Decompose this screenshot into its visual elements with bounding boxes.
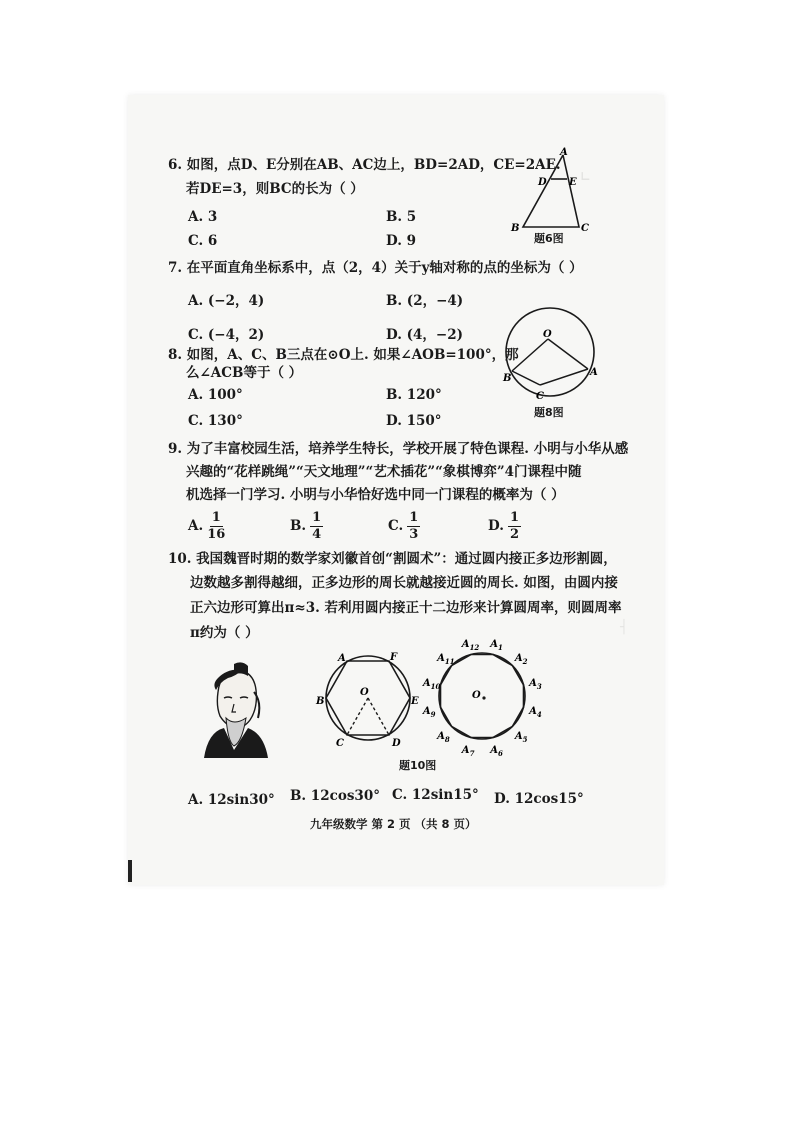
- q6-label-e: E: [569, 177, 577, 188]
- dodecagon-center-dot: [482, 696, 485, 699]
- dodecagon-vertex-label: $A_{10}$: [422, 677, 441, 691]
- q10-hex-label-o: O: [360, 687, 369, 698]
- q10-hex-label-d: D: [392, 738, 401, 749]
- q9-option-d-letter: D.: [488, 518, 504, 534]
- q9-option-c-fraction: $\frac{1}{3}$: [409, 510, 419, 542]
- page-footer: 九年级数学 第 2 页 （共 8 页）: [310, 817, 477, 831]
- q10-hex-label-a: A: [338, 653, 346, 664]
- q10-option-b[interactable]: B. 12cos30°: [290, 788, 380, 804]
- q8-label-b: B: [503, 373, 512, 384]
- q8-option-d[interactable]: D. 150°: [386, 413, 442, 429]
- q10-stem-line2: 边数越多割得越细，正多边形的周长就越接近圆的周长. 如图，由圆内接: [190, 575, 618, 591]
- q10-stem-line4: π约为（ ）: [190, 625, 259, 641]
- q6-label-b: B: [511, 223, 520, 234]
- dodecagon-vertex-label: $A_9$: [422, 706, 436, 720]
- dodecagon-vertex-label: $A_4$: [529, 706, 542, 720]
- q10-option-d[interactable]: D. 12cos15°: [494, 791, 584, 807]
- q8-label-o: O: [543, 329, 552, 340]
- q7-option-b[interactable]: B. (2，−4): [386, 293, 464, 309]
- q10-option-c[interactable]: C. 12sin15°: [392, 787, 479, 803]
- q6-stem-line1: 6. 如图，点D、E分别在AB、AC边上，BD=2AD，CE=2AE.: [168, 157, 561, 173]
- q8-figure-caption: 题8图: [534, 406, 564, 419]
- q10-dodecagon-label-o: O: [472, 690, 481, 701]
- q8-circle-figure: [496, 297, 606, 407]
- q9-option-a[interactable]: [188, 510, 225, 543]
- q9-option-b-letter: B.: [290, 518, 307, 534]
- q9-option-d[interactable]: [488, 510, 521, 543]
- q7-stem: 7. 在平面直角坐标系中，点（2，4）关于y轴对称的点的坐标为（ ）: [168, 260, 583, 276]
- dodecagon-vertex-label: $A_3$: [529, 677, 542, 691]
- q9-option-b-fraction: $\frac{1}{4}$: [312, 510, 322, 542]
- q10-dodecagon-figure: [418, 636, 552, 760]
- q8-option-a[interactable]: A. 100°: [188, 387, 243, 403]
- q9-stem-line1: 9. 为了丰富校园生活，培养学生特长，学校开展了特色课程. 小明与小华从感: [168, 441, 629, 457]
- q7-option-a[interactable]: A. (−2，4): [188, 293, 265, 309]
- q8-label-a: A: [590, 367, 598, 378]
- q10-stem-line3: 正六边形可算出π≈3. 若利用圆内接正十二边形来计算圆周率，则圆周率: [190, 600, 622, 616]
- q7-option-c[interactable]: C. (−4，2): [188, 327, 265, 343]
- q9-option-b[interactable]: [290, 510, 323, 543]
- q10-option-a[interactable]: A. 12sin30°: [188, 792, 275, 808]
- q9-stem-line2: 兴趣的“花样跳绳”“天文地理”“艺术插花”“象棋博弈”4门课程中随: [186, 464, 582, 480]
- q6-option-b[interactable]: B. 5: [386, 209, 417, 225]
- dodecagon-vertex-label: $A_2$: [514, 653, 528, 667]
- dodecagon-vertex-label: $A_7$: [461, 745, 475, 759]
- q6-label-a: A: [560, 147, 568, 158]
- q6-label-d: D: [538, 177, 547, 188]
- q10-hex-label-f: F: [390, 652, 398, 663]
- q10-hex-label-c: C: [336, 738, 344, 749]
- q9-stem-line3: 机选择一门学习. 小明与小华恰好选中同一门课程的概率为（ ）: [186, 487, 565, 503]
- q8-option-c[interactable]: C. 130°: [188, 413, 243, 429]
- q6-label-c: C: [581, 223, 589, 234]
- dodecagon-vertex-label: $A_1$: [490, 638, 503, 652]
- q9-option-a-letter: A.: [188, 518, 204, 534]
- q10-stem-line1: 10. 我国魏晋时期的数学家刘徽首创“割圆术”：通过圆内接正多边形割圆，: [168, 551, 617, 567]
- liu-hui-portrait: [198, 662, 270, 758]
- q7-option-d[interactable]: D. (4，−2): [386, 327, 463, 343]
- q9-option-c-letter: C.: [388, 518, 404, 534]
- q8-option-b[interactable]: B. 120°: [386, 387, 442, 403]
- q10-figure-caption: 题10图: [399, 759, 437, 772]
- q10-hex-label-e: E: [411, 696, 419, 707]
- q6-option-a[interactable]: A. 3: [188, 209, 218, 225]
- q6-figure-caption: 题6图: [534, 232, 564, 245]
- q6-stem-line2: 若DE=3，则BC的长为（ ）: [186, 181, 364, 197]
- q9-option-c[interactable]: [388, 510, 420, 543]
- scan-edge-mark: [128, 860, 132, 882]
- bleed-through-mark: ┤: [620, 620, 628, 635]
- dodecagon-vertex-label: $A_5$: [514, 730, 528, 744]
- dodecagon-polygon: [441, 655, 524, 738]
- q6-option-c[interactable]: C. 6: [188, 233, 218, 249]
- q10-hex-label-b: B: [316, 696, 325, 707]
- q8-stem-line1: 8. 如图，A、C、B三点在⊙O上. 如果∠AOB=100°，那: [168, 347, 519, 363]
- dodecagon-vertex-label: $A_6$: [490, 745, 503, 759]
- q8-stem-line2: 么∠ACB等于（ ）: [186, 365, 303, 381]
- q8-label-c: C: [536, 391, 544, 402]
- q10-hexagon-figure: [312, 648, 424, 752]
- dodecagon-vertex-label: $A_{12}$: [461, 638, 480, 652]
- dodecagon-vertex-label: $A_8$: [437, 730, 450, 744]
- q6-option-d[interactable]: D. 9: [386, 233, 417, 249]
- q9-option-d-fraction: $\frac{1}{2}$: [509, 510, 519, 542]
- dodecagon-vertex-label: $A_{11}$: [437, 653, 455, 667]
- q9-option-a-fraction: $\frac{1}{16}$: [207, 510, 226, 542]
- bleed-through-mark: ∟: [580, 170, 591, 185]
